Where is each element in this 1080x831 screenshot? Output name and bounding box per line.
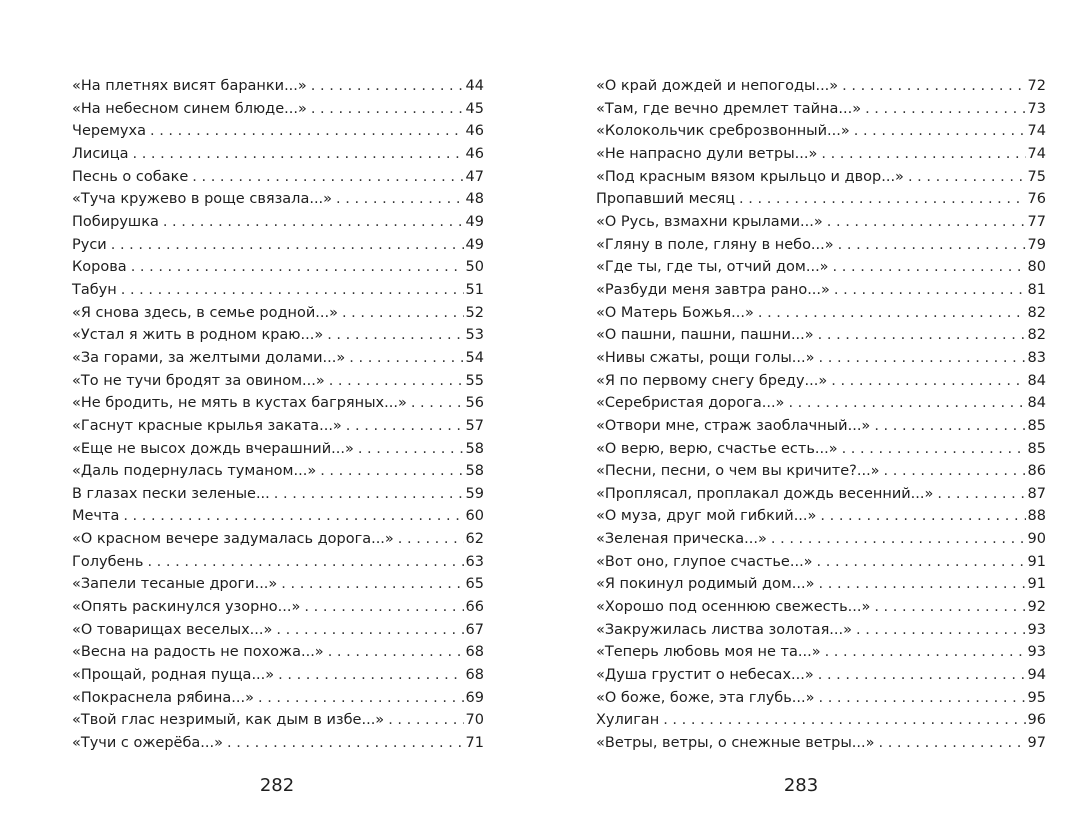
dot-leader <box>358 438 464 461</box>
toc-entry <box>596 641 1046 664</box>
toc-entry-page: 97 <box>1027 735 1046 752</box>
toc-entry <box>72 75 484 98</box>
toc-entry <box>596 211 1046 234</box>
dot-leader <box>820 505 1025 528</box>
toc-entry <box>72 279 484 302</box>
toc-entry-page: 72 <box>1027 78 1046 94</box>
toc-entry-title: «Еще не высох дождь вчерашний...» <box>72 440 354 457</box>
dot-leader <box>937 483 1025 506</box>
toc-entry-title: «Гаснут красные крылья заката...» <box>72 417 342 434</box>
toc-entry <box>596 664 1046 687</box>
toc-entry-title: «На небесном синем блюде...» <box>72 100 307 117</box>
dot-leader <box>311 75 464 98</box>
toc-entry <box>72 664 484 687</box>
dot-leader <box>819 573 1026 596</box>
toc-entry-page: 57 <box>465 417 484 434</box>
toc-entry-title: Песнь о собаке <box>72 168 189 185</box>
toc-entry-page: 70 <box>465 712 484 729</box>
toc-entry-title: «О Русь, взмахни крылами...» <box>596 213 823 230</box>
toc-entry <box>596 709 1046 732</box>
dot-leader <box>278 664 463 687</box>
toc-entry-page: 66 <box>465 599 484 616</box>
toc-entry-page: 90 <box>1027 531 1046 548</box>
toc-entry-title: «Тучи с ожерёба...» <box>72 735 223 752</box>
toc-entry-title: «О пашни, пашни, пашни...» <box>596 327 814 344</box>
dot-leader <box>854 120 1026 143</box>
toc-entry-title: «Туча кружево в роще связала...» <box>72 191 333 208</box>
toc-entry <box>72 143 484 166</box>
toc-entry-title: «О Матерь Божья...» <box>596 304 754 321</box>
toc-entry-title: Голубень <box>72 553 144 570</box>
toc-entry-page: 92 <box>1027 599 1046 616</box>
toc-entry-title: «Я покинул родимый дом...» <box>596 576 815 593</box>
dot-leader <box>788 392 1025 415</box>
dot-leader <box>817 551 1026 574</box>
dot-leader <box>328 641 464 664</box>
toc-entry-title: Мечта <box>72 508 120 525</box>
toc-entry <box>72 573 484 596</box>
toc-entry <box>596 347 1046 370</box>
toc-entry-page: 45 <box>465 100 484 117</box>
toc-entry-page: 93 <box>1027 621 1046 638</box>
toc-entry <box>72 120 484 143</box>
dot-leader <box>842 75 1025 98</box>
toc-entry-title: «Твой глас незримый, как дым в избе...» <box>72 712 385 729</box>
toc-entry-title: Табун <box>72 281 117 298</box>
toc-entry-page: 56 <box>465 395 484 412</box>
dot-leader <box>123 505 463 528</box>
dot-leader <box>311 98 464 121</box>
toc-entry-page: 55 <box>465 372 484 389</box>
dot-leader <box>865 98 1025 121</box>
toc-entry-page: 68 <box>465 667 484 684</box>
dot-leader <box>329 370 464 393</box>
toc-entry-title: «На плетнях висят баранки...» <box>72 78 307 94</box>
toc-entry-title: «О товарищах веселых...» <box>72 621 273 638</box>
toc-entry <box>72 438 484 461</box>
toc-entry-page: 52 <box>465 304 484 321</box>
toc-entry <box>72 392 484 415</box>
dot-leader <box>304 596 463 619</box>
toc-entry <box>72 641 484 664</box>
toc-entry-title: «Теперь любовь моя не та...» <box>596 644 821 661</box>
right-page <box>540 0 1080 831</box>
toc-entry-page: 67 <box>465 621 484 638</box>
toc-entry <box>596 732 1046 755</box>
toc-entry-page: 84 <box>1027 372 1046 389</box>
toc-entry <box>72 211 484 234</box>
toc-entry <box>72 619 484 642</box>
toc-entry <box>72 732 484 755</box>
dot-leader <box>281 573 463 596</box>
toc-entry <box>72 528 484 551</box>
toc-entry-page: 86 <box>1027 463 1046 480</box>
toc-entry-page: 46 <box>465 123 484 140</box>
toc-entry <box>596 505 1046 528</box>
toc-entry-title: Руси <box>72 236 107 253</box>
toc-entry-page: 81 <box>1027 281 1046 298</box>
toc-entry-title: «О муза, друг мой гибкий...» <box>596 508 817 525</box>
toc-entry-page: 77 <box>1027 213 1046 230</box>
toc-entry-title: Лисица <box>72 145 129 162</box>
toc-entry-page: 69 <box>465 689 484 706</box>
toc-entry <box>596 370 1046 393</box>
toc-entry <box>596 619 1046 642</box>
toc-entry-page: 96 <box>1027 712 1046 729</box>
dot-leader <box>121 279 464 302</box>
toc-entry-title: «О красном вечере задумалась дорога...» <box>72 531 394 548</box>
toc-entry-title: «Там, где вечно дремлет тайна...» <box>596 100 862 117</box>
toc-entry-page: 75 <box>1027 168 1046 185</box>
toc-entry <box>596 415 1046 438</box>
toc-entry <box>72 166 484 189</box>
toc-entry-title: «Гляну в поле, гляну в небо...» <box>596 236 834 253</box>
toc-entry-page: 53 <box>465 327 484 344</box>
dot-leader <box>758 302 1026 325</box>
toc-entry-title: «Зеленая прическа...» <box>596 531 767 548</box>
toc-entry-page: 48 <box>465 191 484 208</box>
dot-leader <box>821 143 1025 166</box>
toc-entry-page: 84 <box>1027 395 1046 412</box>
toc-entry-page: 46 <box>465 145 484 162</box>
dot-leader <box>908 166 1026 189</box>
toc-entry-title: «Вот оно, глупое счастье...» <box>596 553 813 570</box>
toc-entry <box>596 687 1046 710</box>
toc-entry-page: 49 <box>465 213 484 230</box>
dot-leader <box>163 211 464 234</box>
toc-entry-title: «Нивы сжаты, рощи голы...» <box>596 349 815 366</box>
toc-entry-page: 82 <box>1027 304 1046 321</box>
dot-leader <box>831 370 1025 393</box>
toc-entry <box>596 302 1046 325</box>
toc-entry-title: «Опять раскинулся узорно...» <box>72 599 301 616</box>
toc-entry-page: 79 <box>1027 236 1046 253</box>
toc-entry <box>596 256 1046 279</box>
toc-entry <box>596 483 1046 506</box>
dot-leader <box>833 256 1026 279</box>
dot-leader <box>132 143 463 166</box>
toc-entry <box>72 709 484 732</box>
toc-entry-title: «О край дождей и непогоды...» <box>596 78 839 94</box>
dot-leader <box>346 415 464 438</box>
toc-entry <box>596 528 1046 551</box>
toc-entry-page: 80 <box>1027 259 1046 276</box>
dot-leader <box>874 415 1025 438</box>
dot-leader <box>349 347 463 370</box>
toc-entry-page: 73 <box>1027 100 1046 117</box>
toc-entry <box>596 120 1046 143</box>
toc-entry-title: «Серебристая дорога...» <box>596 395 785 412</box>
toc-entry-page: 76 <box>1027 191 1046 208</box>
toc-entry <box>72 687 484 710</box>
dot-leader <box>336 188 464 211</box>
toc-entry <box>596 438 1046 461</box>
toc-entry-title: «Прощай, родная пуща...» <box>72 667 275 684</box>
toc-entry <box>72 505 484 528</box>
toc-entry-page: 87 <box>1027 485 1046 502</box>
toc-entry-page: 93 <box>1027 644 1046 661</box>
toc-entry <box>596 188 1046 211</box>
toc-entry-page: 83 <box>1027 349 1046 366</box>
dot-leader <box>818 687 1025 710</box>
toc-entry-page: 85 <box>1027 417 1046 434</box>
toc-entry <box>72 415 484 438</box>
toc-entry <box>596 324 1046 347</box>
dot-leader <box>150 120 464 143</box>
toc-entry-page: 94 <box>1027 667 1046 684</box>
toc-entry-title: «О верю, верю, счастье есть...» <box>596 440 838 457</box>
toc-entry-page: 71 <box>465 735 484 752</box>
toc-entry <box>596 573 1046 596</box>
toc-entry-title: «Ветры, ветры, о снежные ветры...» <box>596 735 875 752</box>
toc-entry <box>72 483 484 506</box>
dot-leader <box>818 664 1026 687</box>
toc-entry-page: 74 <box>1027 145 1046 162</box>
toc-entry <box>72 98 484 121</box>
toc-entry-title: «Закружилась листва золотая...» <box>596 621 852 638</box>
toc-entry <box>72 551 484 574</box>
toc-entry-page: 51 <box>465 281 484 298</box>
dot-leader <box>842 438 1026 461</box>
page-number-right: 283 <box>783 775 819 796</box>
toc-entry-title: «Устал я жить в родном краю...» <box>72 327 324 344</box>
dot-leader <box>856 619 1026 642</box>
toc-entry-page: 88 <box>1027 508 1046 525</box>
toc-entry-title: Побирушка <box>72 213 159 230</box>
toc-entry-title: «Не напрасно дули ветры...» <box>596 145 818 162</box>
toc-entry-title: «Проплясал, проплакал дождь весенний...» <box>596 485 934 502</box>
toc-entry <box>596 143 1046 166</box>
toc-entry <box>72 234 484 257</box>
dot-leader <box>663 709 1025 732</box>
dot-leader <box>825 641 1026 664</box>
dot-leader <box>227 732 464 755</box>
dot-leader <box>327 324 463 347</box>
toc-entry-page: 54 <box>465 349 484 366</box>
dot-leader <box>111 234 464 257</box>
toc-entry-title: «О боже, боже, эта глубь...» <box>596 689 815 706</box>
dot-leader <box>834 279 1026 302</box>
toc-entry-title: «Я снова здесь, в семье родной...» <box>72 304 338 321</box>
toc-entry-title: «Я по первому снегу бреду...» <box>596 372 828 389</box>
toc-entry-title: «Душа грустит о небесах...» <box>596 667 814 684</box>
toc-entry-page: 91 <box>1027 576 1046 593</box>
toc-entry <box>72 460 484 483</box>
toc-entry <box>596 551 1046 574</box>
toc-entry <box>596 234 1046 257</box>
toc-entry-page: 68 <box>465 644 484 661</box>
toc-entry-title: «Колокольчик среброзвонный...» <box>596 123 850 140</box>
toc-entry-page: 74 <box>1027 123 1046 140</box>
toc-entry <box>72 347 484 370</box>
toc-entry <box>596 392 1046 415</box>
toc-entry-page: 44 <box>465 78 484 94</box>
toc-entry-title: Хулиган <box>596 712 660 729</box>
dot-leader <box>819 347 1026 370</box>
dot-leader <box>131 256 464 279</box>
toc-entry-page: 95 <box>1027 689 1046 706</box>
dot-leader <box>398 528 464 551</box>
toc-entry <box>596 75 1046 98</box>
toc-entry-page: 63 <box>465 553 484 570</box>
toc-entry-title: Черемуха <box>72 123 146 140</box>
toc-entry <box>596 596 1046 619</box>
toc-entry <box>72 370 484 393</box>
toc-entry-title: «Покраснела рябина...» <box>72 689 254 706</box>
table-of-contents-right <box>596 75 1046 755</box>
dot-leader <box>192 166 463 189</box>
toc-entry-title: «Весна на радость не похожа...» <box>72 644 324 661</box>
toc-entry-page: 60 <box>465 508 484 525</box>
dot-leader <box>884 460 1026 483</box>
toc-entry-title: «Разбуди меня завтра рано...» <box>596 281 830 298</box>
toc-entry-title: «Песни, песни, о чем вы кричите?...» <box>596 463 880 480</box>
toc-entry <box>72 302 484 325</box>
dot-leader <box>276 619 463 642</box>
toc-entry-title: Пропавший месяц <box>596 191 736 208</box>
toc-entry <box>596 279 1046 302</box>
toc-entry-page: 50 <box>465 259 484 276</box>
dot-leader <box>874 596 1025 619</box>
toc-entry <box>596 166 1046 189</box>
toc-entry-title: «Запели тесаные дроги...» <box>72 576 278 593</box>
toc-entry-page: 85 <box>1027 440 1046 457</box>
toc-entry-page: 59 <box>465 485 484 502</box>
toc-entry-page: 82 <box>1027 327 1046 344</box>
toc-entry-page: 91 <box>1027 553 1046 570</box>
dot-leader <box>147 551 463 574</box>
toc-entry-title: «Не бродить, не мять в кустах багряных...» <box>72 395 407 412</box>
toc-entry-title: «За горами, за желтыми долами...» <box>72 349 346 366</box>
toc-entry <box>72 188 484 211</box>
dot-leader <box>320 460 463 483</box>
toc-entry-title: «Где ты, где ты, отчий дом...» <box>596 259 829 276</box>
toc-entry-page: 58 <box>465 463 484 480</box>
dot-leader <box>342 302 464 325</box>
dot-leader <box>838 234 1026 257</box>
toc-entry <box>596 460 1046 483</box>
toc-entry-title: «Отвори мне, страж заоблачный...» <box>596 417 871 434</box>
toc-entry-title: Корова <box>72 259 127 276</box>
dot-leader <box>827 211 1026 234</box>
toc-entry-title: «Под красным вязом крыльцо и двор...» <box>596 168 904 185</box>
dot-leader <box>739 188 1026 211</box>
table-of-contents-left <box>72 75 484 755</box>
dot-leader <box>258 687 464 710</box>
dot-leader <box>274 483 464 506</box>
toc-entry-title: «Хорошо под осеннюю свежесть...» <box>596 599 871 616</box>
toc-entry-page: 49 <box>465 236 484 253</box>
dot-leader <box>878 732 1025 755</box>
dot-leader <box>771 528 1026 551</box>
toc-entry-page: 47 <box>465 168 484 185</box>
toc-entry <box>596 98 1046 121</box>
dot-leader <box>388 709 463 732</box>
toc-entry <box>72 324 484 347</box>
dot-leader <box>411 392 464 415</box>
toc-entry-page: 58 <box>465 440 484 457</box>
toc-entry-title: «Даль подернулась туманом...» <box>72 463 317 480</box>
toc-entry-title: «То не тучи бродят за овином...» <box>72 372 325 389</box>
toc-entry-page: 65 <box>465 576 484 593</box>
toc-entry-page: 62 <box>465 531 484 548</box>
dot-leader <box>818 324 1026 347</box>
toc-entry <box>72 596 484 619</box>
toc-entry <box>72 256 484 279</box>
toc-entry-title: В глазах пески зеленые... <box>72 485 270 502</box>
page-number-left: 282 <box>259 775 295 796</box>
